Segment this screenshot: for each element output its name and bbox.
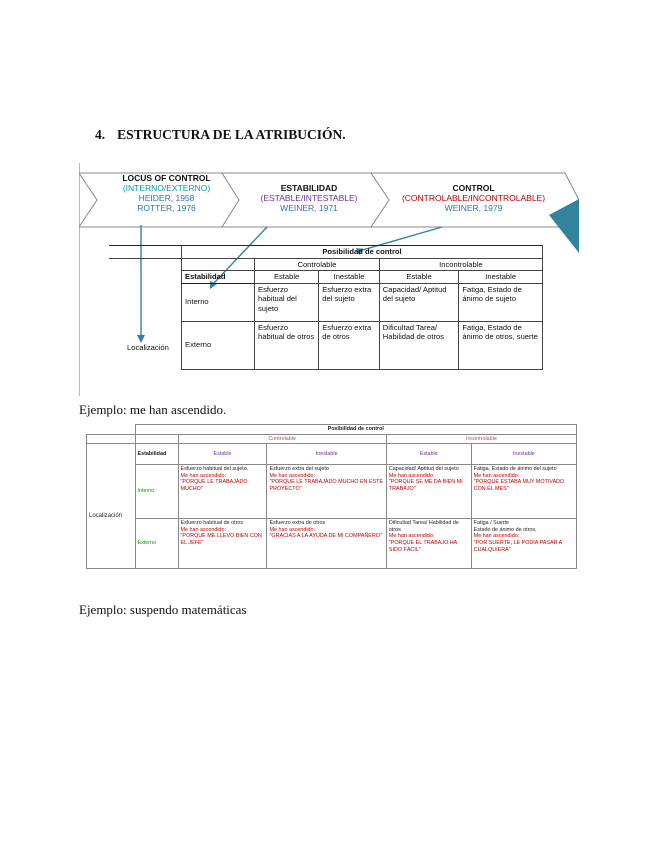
- t1-cell: Fatiga, Estado de ánimo de sujeto: [459, 283, 543, 321]
- arrow-control-label: [391, 183, 556, 233]
- t1-cell: Esfuerzo habitual de otros: [255, 321, 319, 369]
- t1-inestable-1: Inestable: [319, 271, 380, 284]
- t1-externo: Externo: [182, 321, 255, 369]
- t1-estabilidad: Estabilidad: [182, 271, 255, 284]
- t1-estable-2: Estable: [379, 271, 459, 284]
- t2-cell: Esfuerzo extra de otros Me han ascendido: "GRACIAS A LA AYUDA DE MI COMPAÑERO": [267, 519, 386, 569]
- section-heading: [95, 127, 346, 143]
- t2-cell: Capacidad/ Aptitud del sujeto Me han ascendido: "PORQUE SE ME DA BIEN MI TRABAJO": [386, 465, 471, 519]
- t2-controlable: Controlable: [178, 434, 386, 444]
- t2-estable-2: Estable: [386, 444, 471, 465]
- t1-cell: Capacidad/ Aptitud del sujeto: [379, 283, 459, 321]
- estabilidad-title: ESTABILIDAD: [280, 183, 338, 193]
- attribution-table: [109, 245, 543, 370]
- t2-inestable-1: Inestable: [267, 444, 386, 465]
- arrow-locus-label: [104, 173, 229, 223]
- t2-top-header: Posibilidad de control: [135, 425, 577, 435]
- t1-controlable: Controlable: [255, 258, 380, 271]
- control-title: CONTROL: [452, 183, 495, 193]
- t2-cell: Dificultad Tarea/ Habilidad de otros Me han ascendido: "PORQUE EL TRABAJO HA SIDO FÁCIL": [386, 519, 471, 569]
- t2-inestable-2: Inestable: [471, 444, 576, 465]
- locus-title: LOCUS OF CONTROL: [122, 173, 211, 183]
- t1-interno: Interno: [182, 283, 255, 321]
- attribution-diagram: [79, 163, 579, 396]
- section-number: 4.: [95, 127, 106, 142]
- t1-cell: Dificultad Tarea/ Habilidad de otros: [379, 321, 459, 369]
- t2-estabilidad: Estabilidad: [135, 444, 178, 465]
- example-1-text: Ejemplo: me han ascendido.: [79, 402, 227, 417]
- arrow-estabilidad-label: [244, 183, 374, 233]
- t2-localizacion: Localización: [87, 465, 136, 569]
- control-subtitle: (CONTROLABLE/INCONTROLABLE): [401, 193, 546, 203]
- t2-cell: Fatiga, Estado de ánimo del sujeto Me han ascendido: "PORQUE ESTABA MUY MOTIVADO CON ÉL MES": [471, 465, 576, 519]
- t2-incontrolable: Incontrolable: [386, 434, 576, 444]
- example-table: [86, 424, 577, 569]
- t1-cell: Esfuerzo habitual del sujeto: [255, 283, 319, 321]
- example-2-text: Ejemplo: suspendo matemáticas: [79, 602, 247, 617]
- t1-cell: Esfuerzo extra del sujeto: [319, 283, 380, 321]
- section-title: ESTRUCTURA DE LA ATRIBUCIÓN.: [117, 127, 346, 142]
- locus-author-2: ROTTER, 1976: [137, 203, 196, 213]
- locus-author-1: HEIDER, 1958: [138, 193, 195, 203]
- control-author: WEINER, 1979: [444, 203, 503, 213]
- t1-cell: Fatiga, Estado de ánimo de otros, suerte: [459, 321, 543, 369]
- t1-top-header: Posibilidad de control: [182, 246, 543, 259]
- t1-incontrolable: Incontrolable: [379, 258, 542, 271]
- t2-cell: Esfuerzo extra del sujeto Me han ascendido: "PORQUE LE TRABAJADO MUCHO EN ESTE PROYECTO": [267, 465, 386, 519]
- t2-interno: Interno: [135, 465, 178, 519]
- estabilidad-subtitle: (ESTABLE/INTESTABLE): [260, 193, 358, 203]
- estabilidad-author: WEINER, 1971: [280, 203, 338, 213]
- t2-cell: Fatiga / Suerte Estado de ánimo de otros, Me han ascendido: "POR SUERTE, LE PODÍA PASAR A CUALQUIERA": [471, 519, 576, 569]
- t1-cell: Esfuerzo extra de otros: [319, 321, 380, 369]
- locus-subtitle: (INTERNO/EXTERNO): [122, 183, 211, 193]
- t1-empty: [109, 246, 182, 259]
- t2-estable-1: Estable: [178, 444, 267, 465]
- t1-estable-1: Estable: [255, 271, 319, 284]
- localizacion-label: Localización: [127, 343, 169, 352]
- t2-cell: Esfuerzo habitual del sujeto. Me han ascendido: "PORQUE LE TRABAJADO MUCHO": [178, 465, 267, 519]
- t2-externo: Externo: [135, 519, 178, 569]
- t1-inestable-2: Inestable: [459, 271, 543, 284]
- t2-cell: Esfuerzo habitual de otros Me han ascendido: "PORQUE ME LLEVO BIEN CON EL JEFE": [178, 519, 267, 569]
